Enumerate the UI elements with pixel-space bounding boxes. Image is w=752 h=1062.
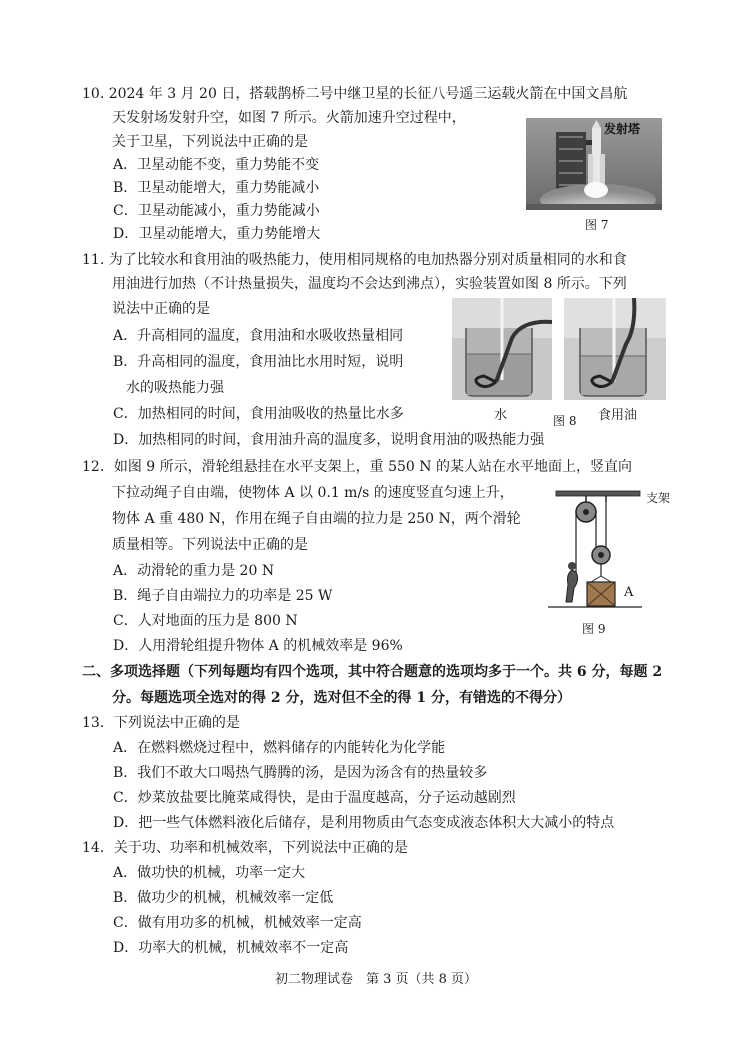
q11-option-a: A．升高相同的温度，食用油和水吸收热量相同 — [113, 328, 404, 344]
q13-option-c: C．炒菜放盐要比腌菜咸得快，是由于温度越高，分子运动越剧烈 — [113, 790, 516, 806]
rocket-launch-photo — [526, 118, 662, 210]
section-2-heading-line-1: 二、多项选择题（下列每题均有四个选项，其中符合题意的选项均多于一个。共 6 分，每题 2 — [82, 664, 663, 680]
object-a-label: A — [624, 585, 634, 600]
section-2-heading-line-2: 分。每题选项全选对的得 2 分，选对但不全的得 1 分，有错选的不得分） — [112, 690, 571, 706]
launch-tower-label: 发射塔 — [604, 122, 641, 136]
q10-stem-line-1: 10. 2024 年 3 月 20 日，搭载鹊桥二号中继卫星的长征八号遥三运载火箭在中国文昌航 — [82, 86, 628, 102]
q12-stem-line-2: 下拉动绳子自由端，使物体 A 以 0.1 m/s 的速度竖直匀速上升， — [112, 485, 514, 501]
q12-option-a: A．动滑轮的重力是 20 N — [113, 563, 275, 579]
figure-8-caption: 图 8 — [553, 414, 577, 428]
q11-option-c: C．加热相同的时间，食用油吸收的热量比水多 — [113, 406, 404, 422]
figure-9-caption: 图 9 — [582, 622, 606, 636]
q12-stem-line-4: 质量相等。下列说法中正确的是 — [112, 537, 308, 553]
q11-stem-line-1: 11. 为了比较水和食用油的吸热能力，使用相同规格的电加热器分别对质量相同的水和食 — [82, 252, 627, 268]
q12-stem-line-3: 物体 A 重 480 N，作用在绳子自由端的拉力是 250 N，两个滑轮 — [112, 511, 521, 527]
figure-7-caption: 图 7 — [585, 218, 609, 232]
q12-stem-line-1: 12．如图 9 所示，滑轮组悬挂在水平支架上，重 550 N 的某人站在水平地面上，竖直向 — [82, 459, 632, 475]
q14-option-d: D．功率大的机械，机械效率不一定高 — [113, 940, 349, 956]
q10-option-a: A．卫星动能不变，重力势能不变 — [113, 157, 320, 173]
q12-option-b: B．绳子自由端拉力的功率是 25 W — [113, 588, 333, 604]
q10-stem-line-2: 天发射场发射升空，如图 7 所示。火箭加速升空过程中， — [112, 110, 466, 126]
q10-stem-line-3: 关于卫星，下列说法中正确的是 — [112, 134, 308, 150]
water-label: 水 — [494, 408, 508, 423]
q13-option-a: A．在燃料燃烧过程中，燃料储存的内能转化为化学能 — [113, 740, 446, 756]
q10-option-d: D．卫星动能增大，重力势能增大 — [113, 226, 321, 242]
support-label: 支架 — [646, 491, 671, 505]
q14-option-b: B．做功少的机械，机械效率一定低 — [113, 890, 334, 906]
q13-option-b: B．我们不敢大口喝热气腾腾的汤，是因为汤含有的热量较多 — [113, 765, 488, 781]
page-footer: 初二物理试卷 第 3 页（共 8 页） — [274, 972, 478, 987]
q11-stem-line-2: 用油进行加热（不计热量损失，温度均不会达到沸点），实验装置如图 8 所示。下列 — [112, 276, 627, 292]
q13-option-d: D．把一些气体燃料液化后储存，是利用物质由气态变成液态体积大大减小的特点 — [113, 815, 615, 831]
q11-option-d: D．加热相同的时间，食用油升高的温度多，说明食用油的吸热能力强 — [113, 432, 545, 448]
q14-option-c: C．做有用功多的机械，机械效率一定高 — [113, 915, 362, 931]
q10-option-c: C．卫星动能减小，重力势能减小 — [113, 203, 320, 219]
water-beaker-photo — [452, 298, 552, 400]
q13-stem: 13．下列说法中正确的是 — [82, 715, 240, 731]
q10-option-b: B．卫星动能增大，重力势能减小 — [113, 180, 320, 196]
q11-stem-line-3: 说法中正确的是 — [112, 301, 210, 317]
q11-option-b: B．升高相同的温度，食用油比水用时短，说明 — [113, 354, 404, 370]
oil-label: 食用油 — [598, 408, 638, 423]
q11-option-b-continued: 水的吸热能力强 — [126, 380, 224, 396]
q14-option-a: A．做功快的机械，功率一定大 — [113, 865, 306, 881]
oil-beaker-photo — [564, 298, 666, 400]
q12-option-c: C．人对地面的压力是 800 N — [113, 613, 298, 629]
q12-option-d: D．人用滑轮组提升物体 A 的机械效率是 96% — [113, 638, 403, 654]
q14-stem: 14．关于功、功率和机械效率，下列说法中正确的是 — [82, 840, 408, 856]
